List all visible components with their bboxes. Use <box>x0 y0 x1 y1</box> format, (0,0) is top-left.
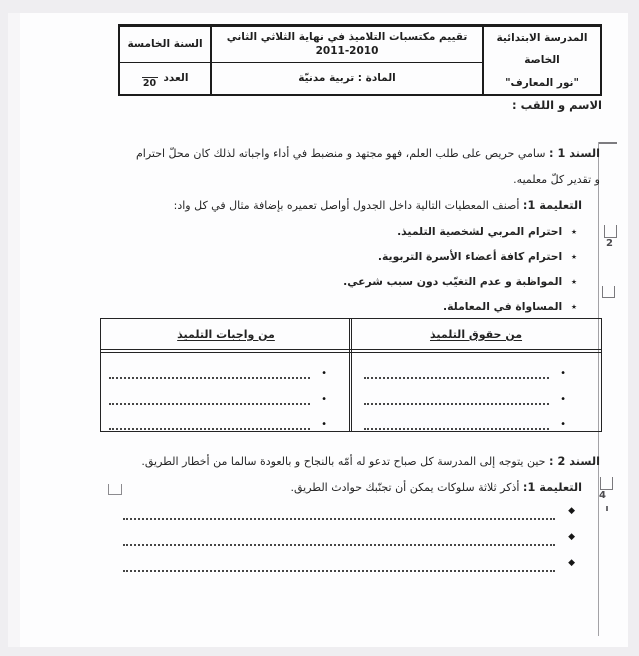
blank-answer-row <box>109 367 327 381</box>
section2-points: 4 <box>599 490 606 501</box>
section1-text-line2: و تقدير كلّ معلميه. <box>513 173 600 186</box>
score-cell <box>120 63 210 94</box>
subject-label: المادة : تربية مدنيّة <box>298 71 396 84</box>
table-header-row <box>101 319 601 349</box>
dotted-blank-line <box>109 393 310 405</box>
list-item: ٭ احترام المربي لشخصية التلميذ. <box>397 225 577 238</box>
dotted-blank-line <box>109 418 310 430</box>
exam-title-line2: 2011-2010 <box>315 44 379 57</box>
list-item: ٭ المساواة في المعاملة. <box>443 300 577 313</box>
score-fraction <box>142 69 158 89</box>
margin-rule-top-tick <box>599 142 617 144</box>
score-label: العدد <box>163 71 189 84</box>
score-box-small <box>602 286 615 298</box>
star-bullet-icon: ٭ <box>571 300 577 313</box>
blank-answer-row <box>364 393 566 407</box>
dot-bullet-icon: • <box>321 394 327 405</box>
section1-instruction: التعليمة 1: أصنف المعطيات التالية داخل الجدول أواصل تعميره بإضافة مثال في كل واد: <box>173 199 582 212</box>
diamond-bullet-icon: ◆ <box>568 558 575 568</box>
grade-label: السنة الخامسة <box>127 37 203 50</box>
section1-label: السند 1 : <box>548 147 600 160</box>
score-total: 20 <box>142 77 157 89</box>
answer-line <box>75 534 575 546</box>
margin-tick-mark <box>606 506 608 511</box>
section1-text-line1: السند 1 : سامي حريص على طلب العلم، فهو مجتهد و منضبط في أداء واجباته لذلك كان محلّ احترام <box>135 147 600 160</box>
section2-instruction-label: التعليمة 1: <box>522 481 582 494</box>
dot-bullet-icon: • <box>560 368 566 379</box>
diamond-bullet-icon: ◆ <box>568 532 575 542</box>
section1-instruction-label: التعليمة 1: <box>522 199 582 212</box>
section2-text-line: السند 2 : حين يتوجه إلى المدرسة كل صباح تدعو له أمّه بالنجاح و بالعودة سالما من أخطار الطريق. <box>141 455 600 468</box>
list-item: ٭ المواظبة و عدم التغيّب دون سبب شرعي. <box>343 275 577 288</box>
dotted-blank-line <box>123 508 555 520</box>
duties-column-header: من واجبات التلميذ <box>177 327 275 341</box>
star-bullet-icon: ٭ <box>571 225 577 238</box>
table-header-divider <box>101 352 601 353</box>
dotted-blank-line <box>109 367 310 379</box>
section2-label: السند 2 : <box>548 455 600 468</box>
name-surname-label: الاسم و اللقب : <box>512 98 602 112</box>
exam-header-table <box>118 24 602 96</box>
answer-line <box>75 560 575 572</box>
exam-title-cell <box>210 27 482 63</box>
blank-answer-row <box>109 393 327 407</box>
dot-bullet-icon: • <box>560 419 566 430</box>
blank-answer-row <box>364 367 566 381</box>
dotted-blank-line <box>123 560 555 572</box>
section2-instruction: التعليمة 1: أذكر ثلاثة سلوكات يمكن أن تجنّبك حوادث الطريق. <box>290 481 582 494</box>
school-name-line2: "نور المعارف" <box>505 76 579 89</box>
subject-cell <box>210 63 482 94</box>
answer-line <box>75 508 575 520</box>
dotted-blank-line <box>364 393 549 405</box>
dotted-blank-line <box>364 418 549 430</box>
dotted-blank-line <box>364 367 549 379</box>
score-box-section1 <box>604 225 617 238</box>
school-name-line1: المدرسة الابتدائية الخاصة <box>496 32 588 67</box>
score-box-section2 <box>600 477 613 490</box>
margin-box-left <box>108 484 122 495</box>
dot-bullet-icon: • <box>321 368 327 379</box>
star-bullet-icon: ٭ <box>571 275 577 288</box>
dot-bullet-icon: • <box>560 394 566 405</box>
grade-cell <box>120 27 210 63</box>
star-bullet-icon: ٭ <box>571 250 577 263</box>
dot-bullet-icon: • <box>321 419 327 430</box>
school-name-cell <box>482 27 600 94</box>
rights-column-header: من حقوق التلميذ <box>429 327 523 341</box>
exam-title-line1: تقييم مكتسبات التلاميذ في نهاية الثلاثي الثاني <box>226 30 468 43</box>
list-item: ٭ احترام كافة أعضاء الأسرة التربوية. <box>377 250 577 263</box>
blank-answer-row <box>364 418 566 432</box>
table-header-divider <box>101 349 601 350</box>
blank-answer-row <box>109 418 327 432</box>
diamond-bullet-icon: ◆ <box>568 506 575 516</box>
score-blank-line <box>142 69 158 78</box>
dotted-blank-line <box>123 534 555 546</box>
rights-duties-table <box>100 318 602 432</box>
section1-points: 2 <box>606 238 613 249</box>
